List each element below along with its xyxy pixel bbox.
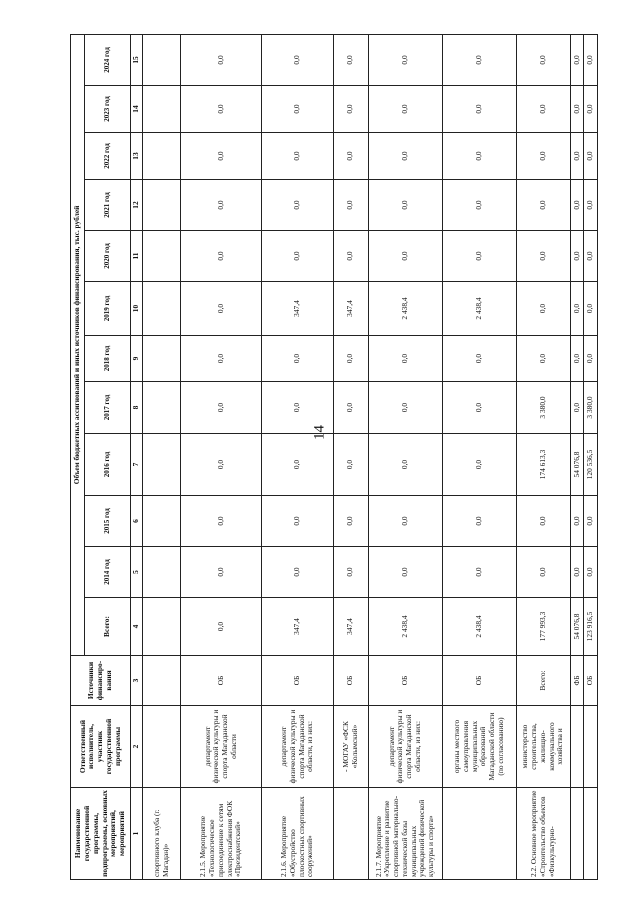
row-year-value-cell	[143, 382, 181, 434]
row-name-cell: 2.1.7. Мероприятие «Укрепление и развитие спортивной материально-технической базы муниципальных учреждений физической культуры и спорта»	[368, 788, 442, 880]
row-year-value-cell: 347,4	[333, 282, 368, 336]
row-year-value-cell: 0,0	[442, 133, 516, 180]
column-number: 1	[131, 788, 143, 880]
row-year-value-cell	[143, 547, 181, 598]
row-year-value-cell: 0,0	[368, 496, 442, 547]
column-number: 9	[131, 336, 143, 382]
row-year-value-cell: 120 536,5	[584, 434, 598, 496]
row-name-cell	[584, 788, 598, 880]
row-year-value-cell: 0,0	[333, 336, 368, 382]
table-row	[181, 34, 262, 879]
row-year-value-cell: 0,0	[181, 382, 262, 434]
table-row	[584, 34, 598, 879]
header-source: Источники финансиро-вания	[71, 656, 131, 706]
row-year-value-cell: 0,0	[368, 86, 442, 133]
row-year-value-cell: 0,0	[181, 547, 262, 598]
column-number: 4	[131, 598, 143, 656]
row-year-value-cell: 0,0	[181, 434, 262, 496]
row-year-value-cell: 0,0	[442, 34, 516, 85]
row-total-cell: 347,4	[262, 598, 334, 656]
row-year-value-cell	[143, 496, 181, 547]
row-year-value-cell	[143, 133, 181, 180]
row-year-value-cell: 0,0	[442, 336, 516, 382]
table-body	[143, 34, 598, 879]
row-year-value-cell: 2 438,4	[442, 282, 516, 336]
row-year-value-cell	[143, 34, 181, 85]
row-year-value-cell: 0,0	[181, 133, 262, 180]
row-total-cell: 2 438,4	[368, 598, 442, 656]
row-year-value-cell: 0,0	[333, 231, 368, 282]
row-year-value-cell: 0,0	[516, 180, 570, 231]
row-year-value-cell: 0,0	[570, 496, 584, 547]
row-year-value-cell: 0,0	[368, 180, 442, 231]
row-year-value-cell: 0,0	[584, 231, 598, 282]
row-year-value-cell: 0,0	[584, 336, 598, 382]
row-year-value-cell: 0,0	[262, 496, 334, 547]
row-year-value-cell: 0,0	[333, 34, 368, 85]
row-total-cell: 0,0	[181, 598, 262, 656]
row-year-value-cell: 0,0	[368, 336, 442, 382]
row-year-value-cell: 0,0	[584, 547, 598, 598]
funding-table	[70, 34, 598, 880]
column-number: 5	[131, 547, 143, 598]
row-year-value-cell: 0,0	[181, 86, 262, 133]
row-year-value-cell: 0,0	[442, 231, 516, 282]
row-year-value-cell: 174 613,3	[516, 434, 570, 496]
page-number: 14	[311, 425, 328, 440]
row-year-value-cell: 0,0	[262, 180, 334, 231]
header-year: 2016 год	[85, 434, 131, 496]
row-year-value-cell: 0,0	[262, 34, 334, 85]
row-year-value-cell: 0,0	[516, 336, 570, 382]
column-number: 6	[131, 496, 143, 547]
table-row	[570, 34, 584, 879]
row-total-cell: 54 076,8	[570, 598, 584, 656]
row-year-value-cell: 0,0	[368, 547, 442, 598]
table-row	[333, 34, 368, 879]
row-year-value-cell: 0,0	[584, 86, 598, 133]
row-year-value-cell	[143, 282, 181, 336]
row-year-value-cell: 0,0	[584, 34, 598, 85]
table-row	[516, 34, 570, 879]
row-year-value-cell: 0,0	[442, 496, 516, 547]
row-year-value-cell: 0,0	[368, 231, 442, 282]
row-year-value-cell: 54 076,8	[570, 434, 584, 496]
row-year-value-cell: 0,0	[333, 86, 368, 133]
column-number: 2	[131, 706, 143, 788]
header-year: 2021 год	[85, 180, 131, 231]
row-year-value-cell: 0,0	[570, 231, 584, 282]
row-total-cell: 2 438,4	[442, 598, 516, 656]
header-row-numbers	[131, 34, 143, 879]
row-year-value-cell: 0,0	[262, 133, 334, 180]
row-year-value-cell: 0,0	[368, 434, 442, 496]
row-year-value-cell: 347,4	[262, 282, 334, 336]
table-row	[368, 34, 442, 879]
row-total-cell: 347,4	[333, 598, 368, 656]
row-year-value-cell: 2 438,4	[368, 282, 442, 336]
column-number: 10	[131, 282, 143, 336]
row-year-value-cell: 0,0	[262, 231, 334, 282]
row-year-value-cell: 0,0	[570, 282, 584, 336]
row-total-cell	[143, 598, 181, 656]
row-source-cell: ОБ	[442, 656, 516, 706]
row-year-value-cell: 0,0	[368, 133, 442, 180]
row-source-cell: ОБ	[181, 656, 262, 706]
header-row-caption	[71, 34, 85, 879]
row-executor-cell: министерство строительства, жилищно-коммунального хозяйства и	[516, 706, 570, 788]
row-year-value-cell: 0,0	[516, 496, 570, 547]
table-row	[442, 34, 516, 879]
row-source-cell: ОБ	[584, 656, 598, 706]
table-row	[262, 34, 334, 879]
row-year-value-cell: 0,0	[570, 34, 584, 85]
row-year-value-cell: 0,0	[442, 86, 516, 133]
column-number: 8	[131, 382, 143, 434]
row-year-value-cell: 0,0	[584, 496, 598, 547]
column-number: 13	[131, 133, 143, 180]
row-name-cell	[570, 788, 584, 880]
header-year: 2014 год	[85, 547, 131, 598]
row-year-value-cell: 0,0	[333, 180, 368, 231]
row-executor-cell: департамент физической культуры и спорта Магаданской области, из них:	[262, 706, 334, 788]
row-year-value-cell: 0,0	[584, 133, 598, 180]
row-year-value-cell: 0,0	[570, 133, 584, 180]
row-year-value-cell: 0,0	[570, 547, 584, 598]
row-year-value-cell: 0,0	[368, 382, 442, 434]
row-year-value-cell	[143, 231, 181, 282]
row-year-value-cell: 0,0	[181, 34, 262, 85]
header-year: 2017 год	[85, 382, 131, 434]
row-executor-cell	[584, 706, 598, 788]
row-name-cell: 2.2. Основное мероприятие «Строительство объектов «Физкультурно-	[516, 788, 570, 880]
header-year: 2015 год	[85, 496, 131, 547]
rotated-table-container	[70, 35, 598, 880]
row-year-value-cell	[143, 86, 181, 133]
header-year: 2023 год	[85, 86, 131, 133]
row-year-value-cell: 0,0	[262, 336, 334, 382]
row-year-value-cell: 0,0	[570, 86, 584, 133]
row-executor-cell: департамент физической культуры и спорта Магаданской области, из них:	[368, 706, 442, 788]
row-name-cell: 2.1.5. Мероприятие «Технологическое присоединение к сетям электроснабжения ФОК «Президентский»	[181, 788, 262, 880]
row-source-cell: ОБ	[262, 656, 334, 706]
row-year-value-cell: 0,0	[516, 231, 570, 282]
row-year-value-cell: 0,0	[181, 336, 262, 382]
row-year-value-cell: 0,0	[584, 282, 598, 336]
row-executor-cell	[570, 706, 584, 788]
header-executor: Ответственный исполнитель, участник государственной программы	[71, 706, 131, 788]
row-year-value-cell: 0,0	[442, 434, 516, 496]
header-year: 2020 год	[85, 231, 131, 282]
row-year-value-cell: 0,0	[333, 496, 368, 547]
header-year: 2018 год	[85, 336, 131, 382]
row-source-cell: ФБ	[570, 656, 584, 706]
row-year-value-cell: 0,0	[181, 231, 262, 282]
header-funding-caption: Объем бюджетных ассигнований и иных источников финансирования, тыс. рублей	[71, 34, 85, 655]
column-number: 12	[131, 180, 143, 231]
header-total: Всего:	[85, 598, 131, 656]
row-source-cell: ОБ	[368, 656, 442, 706]
column-number: 15	[131, 34, 143, 85]
row-year-value-cell: 0,0	[516, 34, 570, 85]
row-year-value-cell: 0,0	[333, 382, 368, 434]
row-executor-cell: - МОГАУ «ФСК «Колымский»	[333, 706, 368, 788]
row-year-value-cell: 0,0	[181, 496, 262, 547]
header-year: 2022 год	[85, 133, 131, 180]
row-year-value-cell: 0,0	[570, 336, 584, 382]
row-name-cell: спортивного клуба (г. Магадан)»	[143, 788, 181, 880]
column-number: 11	[131, 231, 143, 282]
row-total-cell: 123 916,5	[584, 598, 598, 656]
row-year-value-cell: 0,0	[516, 547, 570, 598]
row-source-cell: Всего:	[516, 656, 570, 706]
row-year-value-cell: 0,0	[516, 282, 570, 336]
column-number: 3	[131, 656, 143, 706]
header-year: 2024 год	[85, 34, 131, 85]
header-name: Наименование государственной программы, подпрограммы, основных мероприятий, мероприятий	[71, 788, 131, 880]
row-year-value-cell: 0,0	[333, 547, 368, 598]
header-year: 2019 год	[85, 282, 131, 336]
row-name-cell	[333, 788, 368, 880]
row-executor-cell: органы местного самоуправления муниципальных образований Магаданской области (по согласованию)	[442, 706, 516, 788]
row-name-cell	[442, 788, 516, 880]
row-year-value-cell: 0,0	[262, 382, 334, 434]
row-year-value-cell: 0,0	[584, 180, 598, 231]
row-year-value-cell: 0,0	[516, 86, 570, 133]
row-year-value-cell: 0,0	[333, 434, 368, 496]
row-year-value-cell: 0,0	[181, 180, 262, 231]
row-total-cell: 177 993,3	[516, 598, 570, 656]
row-year-value-cell: 0,0	[262, 86, 334, 133]
row-year-value-cell: 0,0	[181, 282, 262, 336]
row-year-value-cell: 0,0	[333, 133, 368, 180]
table-row	[143, 34, 181, 879]
row-source-cell: ОБ	[333, 656, 368, 706]
row-year-value-cell	[143, 336, 181, 382]
row-year-value-cell: 0,0	[442, 180, 516, 231]
row-year-value-cell	[143, 180, 181, 231]
row-executor-cell	[143, 706, 181, 788]
row-year-value-cell: 0,0	[442, 382, 516, 434]
row-year-value-cell	[143, 434, 181, 496]
row-year-value-cell: 3 380,0	[516, 382, 570, 434]
column-number: 14	[131, 86, 143, 133]
row-year-value-cell: 0,0	[262, 547, 334, 598]
row-name-cell: 2.1.6. Мероприятие «Обустройство плоскостных спортивных сооружений»	[262, 788, 334, 880]
row-year-value-cell: 0,0	[570, 382, 584, 434]
row-year-value-cell: 0,0	[262, 434, 334, 496]
row-year-value-cell: 0,0	[516, 133, 570, 180]
row-executor-cell: департамент физической культуры и спорта Магаданской области	[181, 706, 262, 788]
column-number: 7	[131, 434, 143, 496]
row-year-value-cell: 0,0	[368, 34, 442, 85]
row-source-cell	[143, 656, 181, 706]
row-year-value-cell: 3 380,0	[584, 382, 598, 434]
row-year-value-cell: 0,0	[570, 180, 584, 231]
row-year-value-cell: 0,0	[442, 547, 516, 598]
